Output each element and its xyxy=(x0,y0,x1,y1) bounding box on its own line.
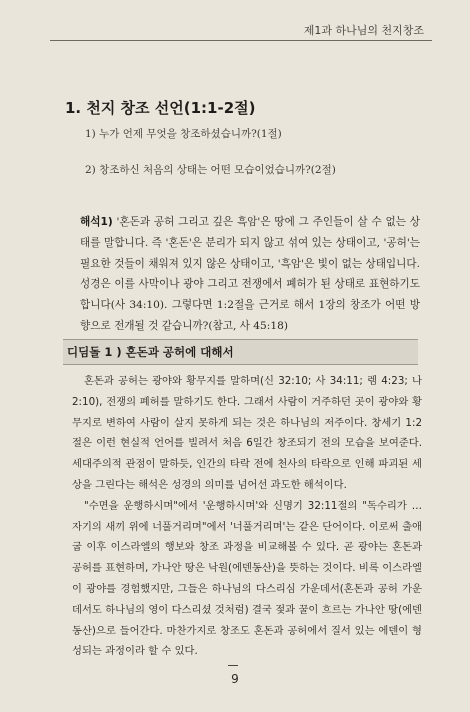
sidebar-box-body xyxy=(72,371,422,662)
sidebar-box-header xyxy=(63,339,418,365)
page-number: 9 xyxy=(231,672,239,686)
box-paragraph-2: "수면을 운행하시며"에서 '운행하시며'와 신명기 32:11절의 "독수리가 … 자기의 새끼 위에 너풀거리며"에서 '너풀거리며'는 같은 단어이다. 이로써 출애굽 이후 이스라엘의 행보와 창조 과정을 비교해볼 수 있다. 곧 광야는 혼돈과 공허를 표현하며, 가나안 땅은 낙원(에덴동산)을 뜻하는 것이다. 비록 이스라엘이 광야를 경험했지만, 그들은 하나님의 다스리심 가운데서(혼돈과 공허 가운데서도 하나님의 영이 다스리셨 것처럼) 결국 젖과 꿀이 흐르는 가나안 땅(에덴동산)으로 들어간다. 마찬가지로 창조도 혼돈과 공허에서 질서 있는 에덴이 형성되는 과정이라 할 수 있다. xyxy=(72,499,422,658)
page-number-rule xyxy=(228,665,238,666)
question-1: 1) 누가 언제 무엇을 창조하셨습니까?(1절) xyxy=(85,128,282,140)
sidebar-box-title: 디딤돌 1 ) 혼돈과 공허에 대해서 xyxy=(67,345,234,359)
section-title: 1. 천지 창조 선언(1:1-2절) xyxy=(65,99,256,117)
running-head: 제1과 하나님의 천지창조 xyxy=(303,24,424,37)
box-paragraph-1: 혼돈과 공허는 광야와 황무지를 말하며(신 32:10; 사 34:11; 렘 4:23; 나 2:10), 전쟁의 폐허를 말하기도 한다. 그래서 사람이 거주하던 곳이 광야와 황무지로 변하여 사람이 살지 못하게 되는 것은 하나님의 저주이다. 창세기 1:2절은 이런 현실적 언어를 빌려서 처음 6일간 창조되기 전의 모습을 보여준다. 세대주의적 관점이 말하듯, 인간의 타락 전에 천사의 타락으로 인해 파괴된 세상을 그린다는 해석은 성경의 의미를 넘어선 과도한 해석이다. xyxy=(72,375,422,491)
answer-lead: 해석1) xyxy=(80,216,113,228)
answer-body: '혼돈과 공허 그리고 깊은 흑암'은 땅에 그 주인들이 살 수 없는 상태를 말합니다. 즉 '혼돈'은 분리가 되지 않고 섞여 있는 상태이고, '공허'는 필요한 것들이 채워져 있지 않은 상태이고, '흑암'은 빛이 없는 상태입니다. 성경은 이를 사막이나 광야 그리고 전쟁에서 폐허가 된 상태로 표현하기도 합니다(사 34:10). 그렇다면 1:2절을 근거로 해서 1장의 창조가 어떤 방향으로 전개될 것 같습니까?(참고, 사 45:18) xyxy=(80,216,420,332)
question-2: 2) 창조하신 처음의 상태는 어떤 모습이었습니까?(2절) xyxy=(85,164,336,176)
header-rule xyxy=(50,40,432,41)
answer-paragraph xyxy=(80,212,420,337)
